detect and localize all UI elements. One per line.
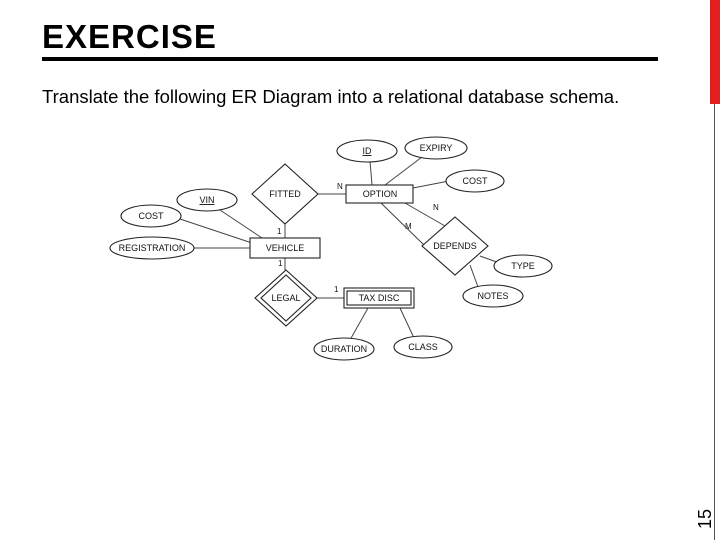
connector-taxdisc-class bbox=[400, 308, 414, 338]
connector-expiry-option bbox=[385, 157, 422, 185]
attribute-notes-label: NOTES bbox=[477, 291, 509, 301]
entity-vehicle bbox=[250, 238, 320, 258]
attribute-type-label: TYPE bbox=[511, 261, 535, 271]
cardinality-fitted-option: N bbox=[337, 182, 343, 191]
attribute-id-label: ID bbox=[362, 146, 372, 156]
cardinality-legal-taxdisc: 1 bbox=[334, 285, 339, 294]
attribute-expiry-label: EXPIRY bbox=[419, 143, 453, 153]
attribute-type bbox=[494, 255, 552, 277]
attribute-option-cost-label: COST bbox=[462, 176, 488, 186]
attribute-vin bbox=[177, 189, 237, 211]
relationship-legal-label: LEGAL bbox=[271, 293, 301, 303]
attribute-vehicle-cost bbox=[121, 205, 181, 227]
entity-option bbox=[346, 185, 413, 203]
entity-tax-disc-label: TAX DISC bbox=[358, 293, 400, 303]
connector-option-depends-m bbox=[381, 203, 425, 246]
attribute-registration-label: REGISTRATION bbox=[118, 243, 186, 253]
connector-cost-option bbox=[413, 181, 449, 188]
cardinality-depends-n: N bbox=[433, 203, 439, 212]
relationship-fitted bbox=[252, 164, 318, 224]
attribute-duration bbox=[314, 338, 374, 360]
slide-subtitle: Translate the following ER Diagram into a relational database schema. bbox=[42, 86, 620, 107]
entity-tax-disc-weak bbox=[344, 288, 414, 308]
cardinality-depends-m: M bbox=[405, 222, 412, 231]
connector-taxdisc-duration bbox=[350, 308, 368, 340]
connector-id-option bbox=[370, 161, 372, 185]
relationship-depends-label: DEPENDS bbox=[433, 241, 477, 251]
attribute-option-cost bbox=[446, 170, 504, 192]
cardinality-fitted-vehicle: 1 bbox=[277, 227, 282, 236]
connector-cost-vehicle bbox=[180, 219, 252, 243]
attribute-vin-label: VIN bbox=[199, 195, 215, 205]
attribute-vehicle-cost-label: COST bbox=[138, 211, 164, 221]
relationship-fitted-label: FITTED bbox=[269, 189, 301, 199]
attribute-notes bbox=[463, 285, 523, 307]
attribute-class bbox=[394, 336, 452, 358]
attribute-class-label: CLASS bbox=[408, 342, 438, 352]
attribute-id bbox=[337, 140, 397, 162]
page-number: 15 bbox=[695, 508, 715, 530]
connector-depends-notes bbox=[470, 265, 478, 287]
connector-vin-vehicle bbox=[220, 210, 262, 238]
entity-vehicle-label: VEHICLE bbox=[265, 243, 305, 253]
attribute-duration-label: DURATION bbox=[320, 344, 368, 354]
entity-option-label: OPTION bbox=[362, 189, 398, 199]
attribute-registration bbox=[110, 237, 194, 259]
slide-title: EXERCISE bbox=[42, 18, 217, 55]
attribute-expiry bbox=[405, 137, 467, 159]
relationship-depends bbox=[422, 217, 488, 275]
cardinality-legal-vehicle: 1 bbox=[278, 259, 283, 268]
relationship-legal-weak bbox=[255, 270, 317, 326]
